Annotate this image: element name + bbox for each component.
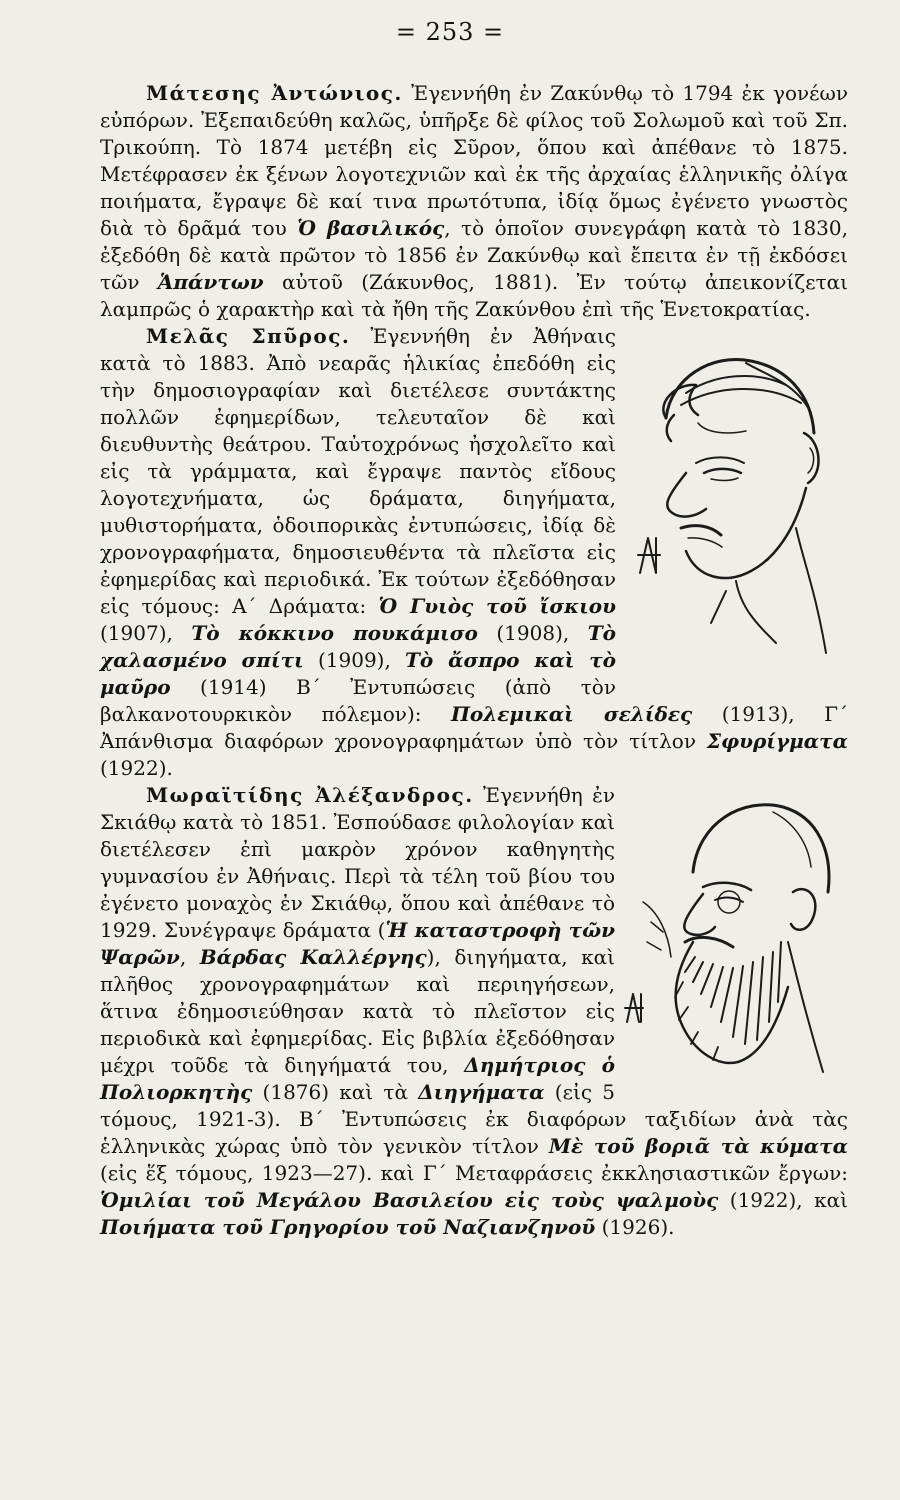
work-title: Τὸ κόκκινο πουκάμισο (191, 621, 478, 645)
work-title: Σφυρίγματα (706, 729, 848, 753)
work-title: Βάρδας Καλλέργης (199, 945, 427, 969)
entry-text: (1914) Β΄ Ἐντυπώσεις (ἀπὸ τὸν βαλκανοτουρκικὸν πόλεμον): (100, 675, 616, 726)
entry-matesis (100, 80, 848, 323)
entry-text: (1909), (303, 648, 406, 672)
entry-text: (εἰς ἕξ τόμους, 1923—27). καὶ Γ΄ Μεταφράσεις ἐκκλησιαστικῶν ἔργων: (100, 1161, 848, 1185)
work-title: Τὸ ἄσπρο καὶ τὸ μαῦρο (100, 648, 617, 699)
entry-text: (1922), καὶ (718, 1188, 848, 1212)
entry-text: (1922). (100, 756, 173, 780)
work-title: Μὲ τοῦ βοριᾶ τὰ κύματα (548, 1134, 849, 1158)
entry-text: , (179, 945, 200, 969)
work-title: Ὁ βασιλικός (297, 216, 445, 240)
work-title: Διηγήματα (418, 1080, 545, 1104)
entry-text: , τὸ ὁποῖον συνεγράφη κατὰ τὸ 1830, ἐξεδόθη δὲ κατὰ πρῶτον τὸ 1856 ἐν Ζακύνθῳ καὶ ἔπειτα ἐν τῇ ἐκδόσει τῶν (100, 216, 848, 294)
work-title: Ἁπάντων (157, 270, 264, 294)
entry-text: (εἰς 5 τόμους, 1921-3). Β΄ Ἐντυπώσεις ἐκ διαφόρων ταξιδίων ἀνὰ τὰς ἑλληνικὰς χώρας ὑπὸ τὸν γενικὸν τίτλον (100, 1080, 848, 1158)
work-title: Ὁμιλίαι τοῦ Μεγάλου Βασιλείου εἰς τοὺς ψαλμοὺς (100, 1188, 719, 1212)
entry-text: (1908), (477, 621, 588, 645)
entry-text: ), διηγήματα, καὶ πλῆθος χρονογραφημάτων καὶ περιηγήσεων, ἅτινα ἐδημοσιεύθησαν κατὰ τὸ πλεῖστον εἰς περιοδικὰ καὶ ἐφημερίδας. Εἰς βιβλία ἐξεδόθησαν μέχρι τοῦδε τὰ διηγήματά του, (100, 945, 615, 1077)
entry-text: (1926). (595, 1215, 675, 1239)
work-title: Δημήτριος ὁ Πολιορκητὴς (100, 1053, 615, 1104)
work-title: Ἡ καταστροφὴ τῶν Ψαρῶν (100, 918, 615, 969)
entry-text: (1907), (100, 621, 192, 645)
page-text (100, 80, 848, 1241)
entry-name: Μωραϊτίδης Ἀλέξανδρος. (146, 783, 474, 807)
work-title: Ποιήματα τοῦ Γρηγορίου τοῦ Ναζιανζηνοῦ (100, 1215, 596, 1239)
work-title: Τὸ χαλασμένο σπίτι (100, 621, 617, 672)
caricature-portrait-moraitidis-icon (623, 782, 848, 1082)
work-title: Ὁ Γυιὸς τοῦ ἴσκιου (378, 594, 616, 618)
entry-name: Μάτεσης Ἀντώνιος. (146, 81, 403, 105)
entry-text: Ἐγεννήθη ἐν Ἀθήναις κατὰ τὸ 1883. Ἀπὸ νεαρᾶς ἡλικίας ἐπεδόθη εἰς τὴν δημοσιογραφίαν καὶ διετέλεσε συντάκτης πολλῶν ἐφημερίδων, τελευταῖον δὲ καὶ διευθυντὴς θεάτρου. Ταὐτοχρόνως ἠσχολεῖτο καὶ εἰς τὰ γράμματα, καὶ ἔγραψε παντὸς εἴδους λογοτεχνήματα, ὡς δράματα, διηγήματα, μυθιστορήματα, ὁδοιπορικὰς ἐντυπώσεις, ἰδίᾳ δὲ χρονογραφήματα, δημοσιευθέντα τὰ πλεῖστα εἰς ἐφημερίδας καὶ περιοδικά. Ἐκ τούτων ἐξεδόθησαν εἰς τόμους: Α΄ Δράματα: (100, 324, 616, 618)
caricature-portrait-melas-icon (626, 323, 848, 683)
entry-text: (1913), Γ΄ Ἀπάνθισμα διαφόρων χρονογραφημάτων ὑπὸ τὸν τίτλον (100, 702, 848, 753)
entry-text: Ἐγεννήθη ἐν Σκιάθῳ κατὰ τὸ 1851. Ἐσπούδασε φιλολογίαν καὶ διετέλεσεν ἐπὶ μακρὸν χρόνον καθηγητὴς γυμνασίου ἐν Ἀθήναις. Περὶ τὰ τέλη τοῦ βίου του ἐγένετο μοναχὸς ἐν Σκιάθῳ, ὅπου καὶ ἀπέθανε τὸ 1929. Συνέγραψε δράματα ( (100, 783, 615, 942)
page-number: = 253 = (395, 18, 505, 46)
work-title: Πολεμικαὶ σελίδες (451, 702, 693, 726)
entry-text: αὐτοῦ (Ζάκυνθος, 1881). Ἐν τούτῳ ἀπεικονίζεται λαμπρῶς ὁ χαρακτὴρ καὶ τὰ ἤθη τῆς Ζακύνθου ἐπὶ τῆς Ἑνετοκρατίας. (100, 270, 849, 321)
entry-text: (1876) καὶ τὰ (252, 1080, 419, 1104)
entry-text: Ἐγεννήθη ἐν Ζακύνθῳ τὸ 1794 ἐκ γονέων εὐπόρων. Ἐξεπαιδεύθη καλῶς, ὑπῆρξε δὲ φίλος τοῦ Σολωμοῦ καὶ τοῦ Σπ. Τρικούπη. Τὸ 1874 μετέβη εἰς Σῦρον, ὅπου καὶ ἀπέθανε τὸ 1875. Μετέφρασεν ἐκ ξένων λογοτεχνιῶν καὶ ἐκ τῆς ἀρχαίας ἑλληνικῆς ὀλίγα ποιήματα, ἔγραψε δὲ καί τινα πρωτότυπα, ἰδίᾳ ὅμως ἐγένετο γνωστὸς διὰ τὸ δρᾶμά του (100, 81, 848, 240)
entry-name: Μελᾶς Σπῦρος. (146, 324, 351, 348)
